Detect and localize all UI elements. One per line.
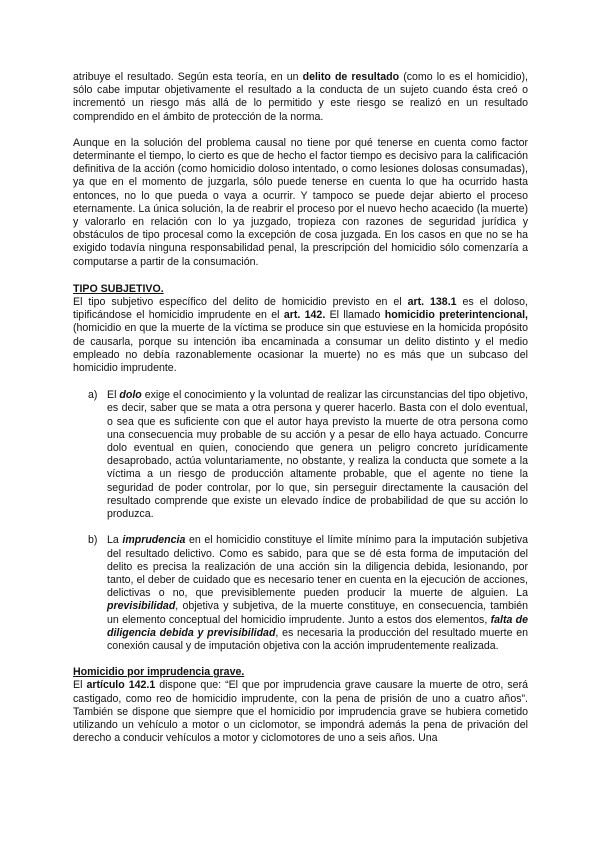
ref-art-138-1: art. 138.1 — [407, 296, 457, 309]
paragraph-time-factor: Aunque en la solución del problema causal no tiene por qué tenerse en cuenta como factor determinante el tiempo, lo cierto es que de hecho el factor tiempo es decisivo para la calificación definitiva de la acción (como homicidio doloso intentado, o como lesiones dolosas consumadas), ya que en el momento de juzgarla, sólo puede tenerse en cuenta lo que ha ocurrido hasta entonces, no lo que pueda o vaya a ocurrir. Y tampoco se puede dejar abierto el proceso eternamente. La única solución, la de reabrir el proceso por el nuevo hecho acaecido (la muerte) y valorarlo en relación con lo ya juzgado, tropieza con razones de seguridad jurídica y obstáculos de tipo procesal como la excepción de cosa juzgada. En los casos en que no se ha exigido todavía ninguna responsabilidad penal, la prescripción del homicidio sólo comenzaría a computarse a partir de la consumación. — [73, 136, 528, 268]
term-imprudencia: imprudencia — [122, 534, 186, 547]
ref-art-142: art. 142. — [283, 309, 326, 322]
list-elements — [73, 389, 528, 653]
term-previsibilidad: previsibilidad — [107, 600, 176, 613]
paragraph-causal-theory: atribuye el resultado. Según esta teoría, en un delito de resultado (como lo es el homicidio), sólo cabe imputar objetivamente el resultado a la conducta de un sujeto cuando ésta creó o incrementó un riesgo más allá de lo permitido y este riesgo se realizó en un resultado comprendido en el ámbito de protección de la norma. — [73, 71, 528, 123]
term-falta-de-diligencia: falta de diligencia debida y previsibilidad — [107, 613, 529, 639]
document-page — [73, 71, 528, 745]
heading-homicidio-imprudencia-grave: Homicidio por imprudencia grave. — [73, 666, 245, 679]
paragraph-tipo-subjetivo: El tipo subjetivo específico del delito de homicidio previsto en el art. 138.1 es el doloso, tipificándose el homicidio imprudente en el art. 142. El llamado homicidio preterintencional, (homicidio en que la muerte de la víctima se produce sin que estuviese en la homicida propósito de causarla, porque su intención iba encaminada a consumar un delito distinto y el medio empleado no debía razonablemente ocasionar la muerte) no es más que un subcaso del homicidio imprudente. — [73, 296, 528, 375]
ref-articulo-142-1: artículo 142.1 — [86, 679, 156, 692]
term-delito-de-resultado: delito de resultado — [302, 71, 400, 83]
heading-tipo-subjetivo: TIPO SUBJETIVO. — [73, 282, 164, 295]
list-item-imprudencia: b) La imprudencia en el homicidio constituye el límite mínimo para la imputación subjetiva del resultado delictivo. Como es sabido, para que se dé esta forma de imputación del delito es precisa la realización de una acción sin la diligencia debida, lesionando, por tanto, el deber de cuidado que es necesario tener en cuenta en la ejecución de acciones, delictivas o no, que previsiblemente pueden producir la muerte de alguien. La previsibilidad, objetiva y subjetiva, de la muerte constituye, en consecuencia, también un elemento conceptual del homicidio imprudente. Junto a estos dos elementos, falta de diligencia debida y previsibilidad, es necesaria la producción del resultado muerte en conexión causal y de imputación objetiva con la acción imprudentemente realizada. — [88, 534, 529, 652]
paragraph-articulo-142-1: El artículo 142.1 dispone que: “El que por imprudencia grave causare la muerte de otro, será castigado, como reo de homicidio imprudente, con la pena de prisión de uno a cuatro años”. También se dispone que siempre que el homicidio por imprudencia grave se hubiera cometido utilizando un vehículo a motor o un ciclomotor, se impondrá además la pena de privación del derecho a conducir vehículos a motor y ciclomotores de uno a seis años. Una — [73, 679, 528, 745]
list-marker: a) — [88, 389, 98, 402]
term-homicidio-preterintencional: homicidio preterintencional, — [384, 309, 528, 322]
list-item-dolo: a) El dolo exige el conocimiento y la voluntad de realizar las circunstancias del tipo objetivo, es decir, saber que se mata a otra persona y querer hacerlo. Basta con el dolo eventual, o sea que es suficiente con que el autor haya previsto la muerte de otra persona como una consecuencia muy probable de su acción y a pesar de ello haya actuado. Concurre dolo eventual en quien, conociendo que genera un peligro concreto jurídicamente desaprobado, actúa voluntariamente, no obstante, y realiza la conducta que somete a la víctima a un riesgo de producción altamente probable, que el agente no tiene la seguridad de poder controlar, por lo que, sin perseguir directamente la causación del resultado comprende que existe un elevado índice de probabilidad de que su acción lo produzca. — [88, 389, 528, 521]
term-dolo: dolo — [119, 389, 142, 402]
list-marker: b) — [88, 534, 98, 547]
